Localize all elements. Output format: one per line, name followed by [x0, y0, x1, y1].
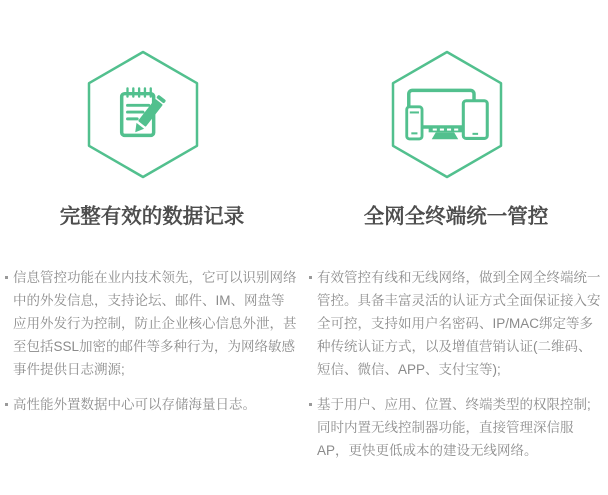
bullet-marker	[5, 403, 8, 406]
feature-bullet	[308, 393, 601, 462]
devices-icon	[405, 88, 489, 141]
hexagon-badge-right	[295, 50, 599, 179]
feature-bullet	[308, 266, 601, 381]
bullet-text: 高性能外置数据中心可以存储海量日志。	[13, 397, 256, 412]
feature-title: 完整有效的数据记录	[59, 205, 245, 228]
feature-bullet	[4, 393, 297, 416]
bullet-marker	[5, 276, 8, 279]
feature-bullet	[4, 266, 297, 381]
feature-bullet-list	[0, 266, 304, 416]
notepad-pencil-icon	[112, 84, 174, 146]
feature-column-terminal-management	[304, 0, 608, 495]
bullet-marker	[309, 276, 312, 279]
feature-bullet-list	[304, 266, 608, 462]
bullet-text: 信息管控功能在业内技术领先，它可以识别网络中的外发信息，支持论坛、邮件、IM、网盘等应用外发行为控制，防止企业核心信息外泄，甚至包括SSL加密的邮件等多种行为，为网络敏感事件提供日志溯源;	[13, 270, 297, 377]
hexagon-badge-left	[0, 50, 295, 179]
bullet-text: 基于用户、应用、位置、终端类型的权限控制;同时内置无线控制器功能，直接管理深信服AP，更快更低成本的建设无线网络。	[317, 397, 591, 458]
bullet-text: 有效管控有线和无线网络，做到全网全终端统一管控。具备丰富灵活的认证方式全面保证接入安全可控，支持如用户名密码、IP/MAC绑定等多种传统认证方式，以及增值营销认证(二维码、短信、微信、APP、支付宝等);	[317, 270, 601, 377]
bullet-marker	[309, 403, 312, 406]
feature-title: 全网全终端统一管控	[363, 205, 549, 228]
